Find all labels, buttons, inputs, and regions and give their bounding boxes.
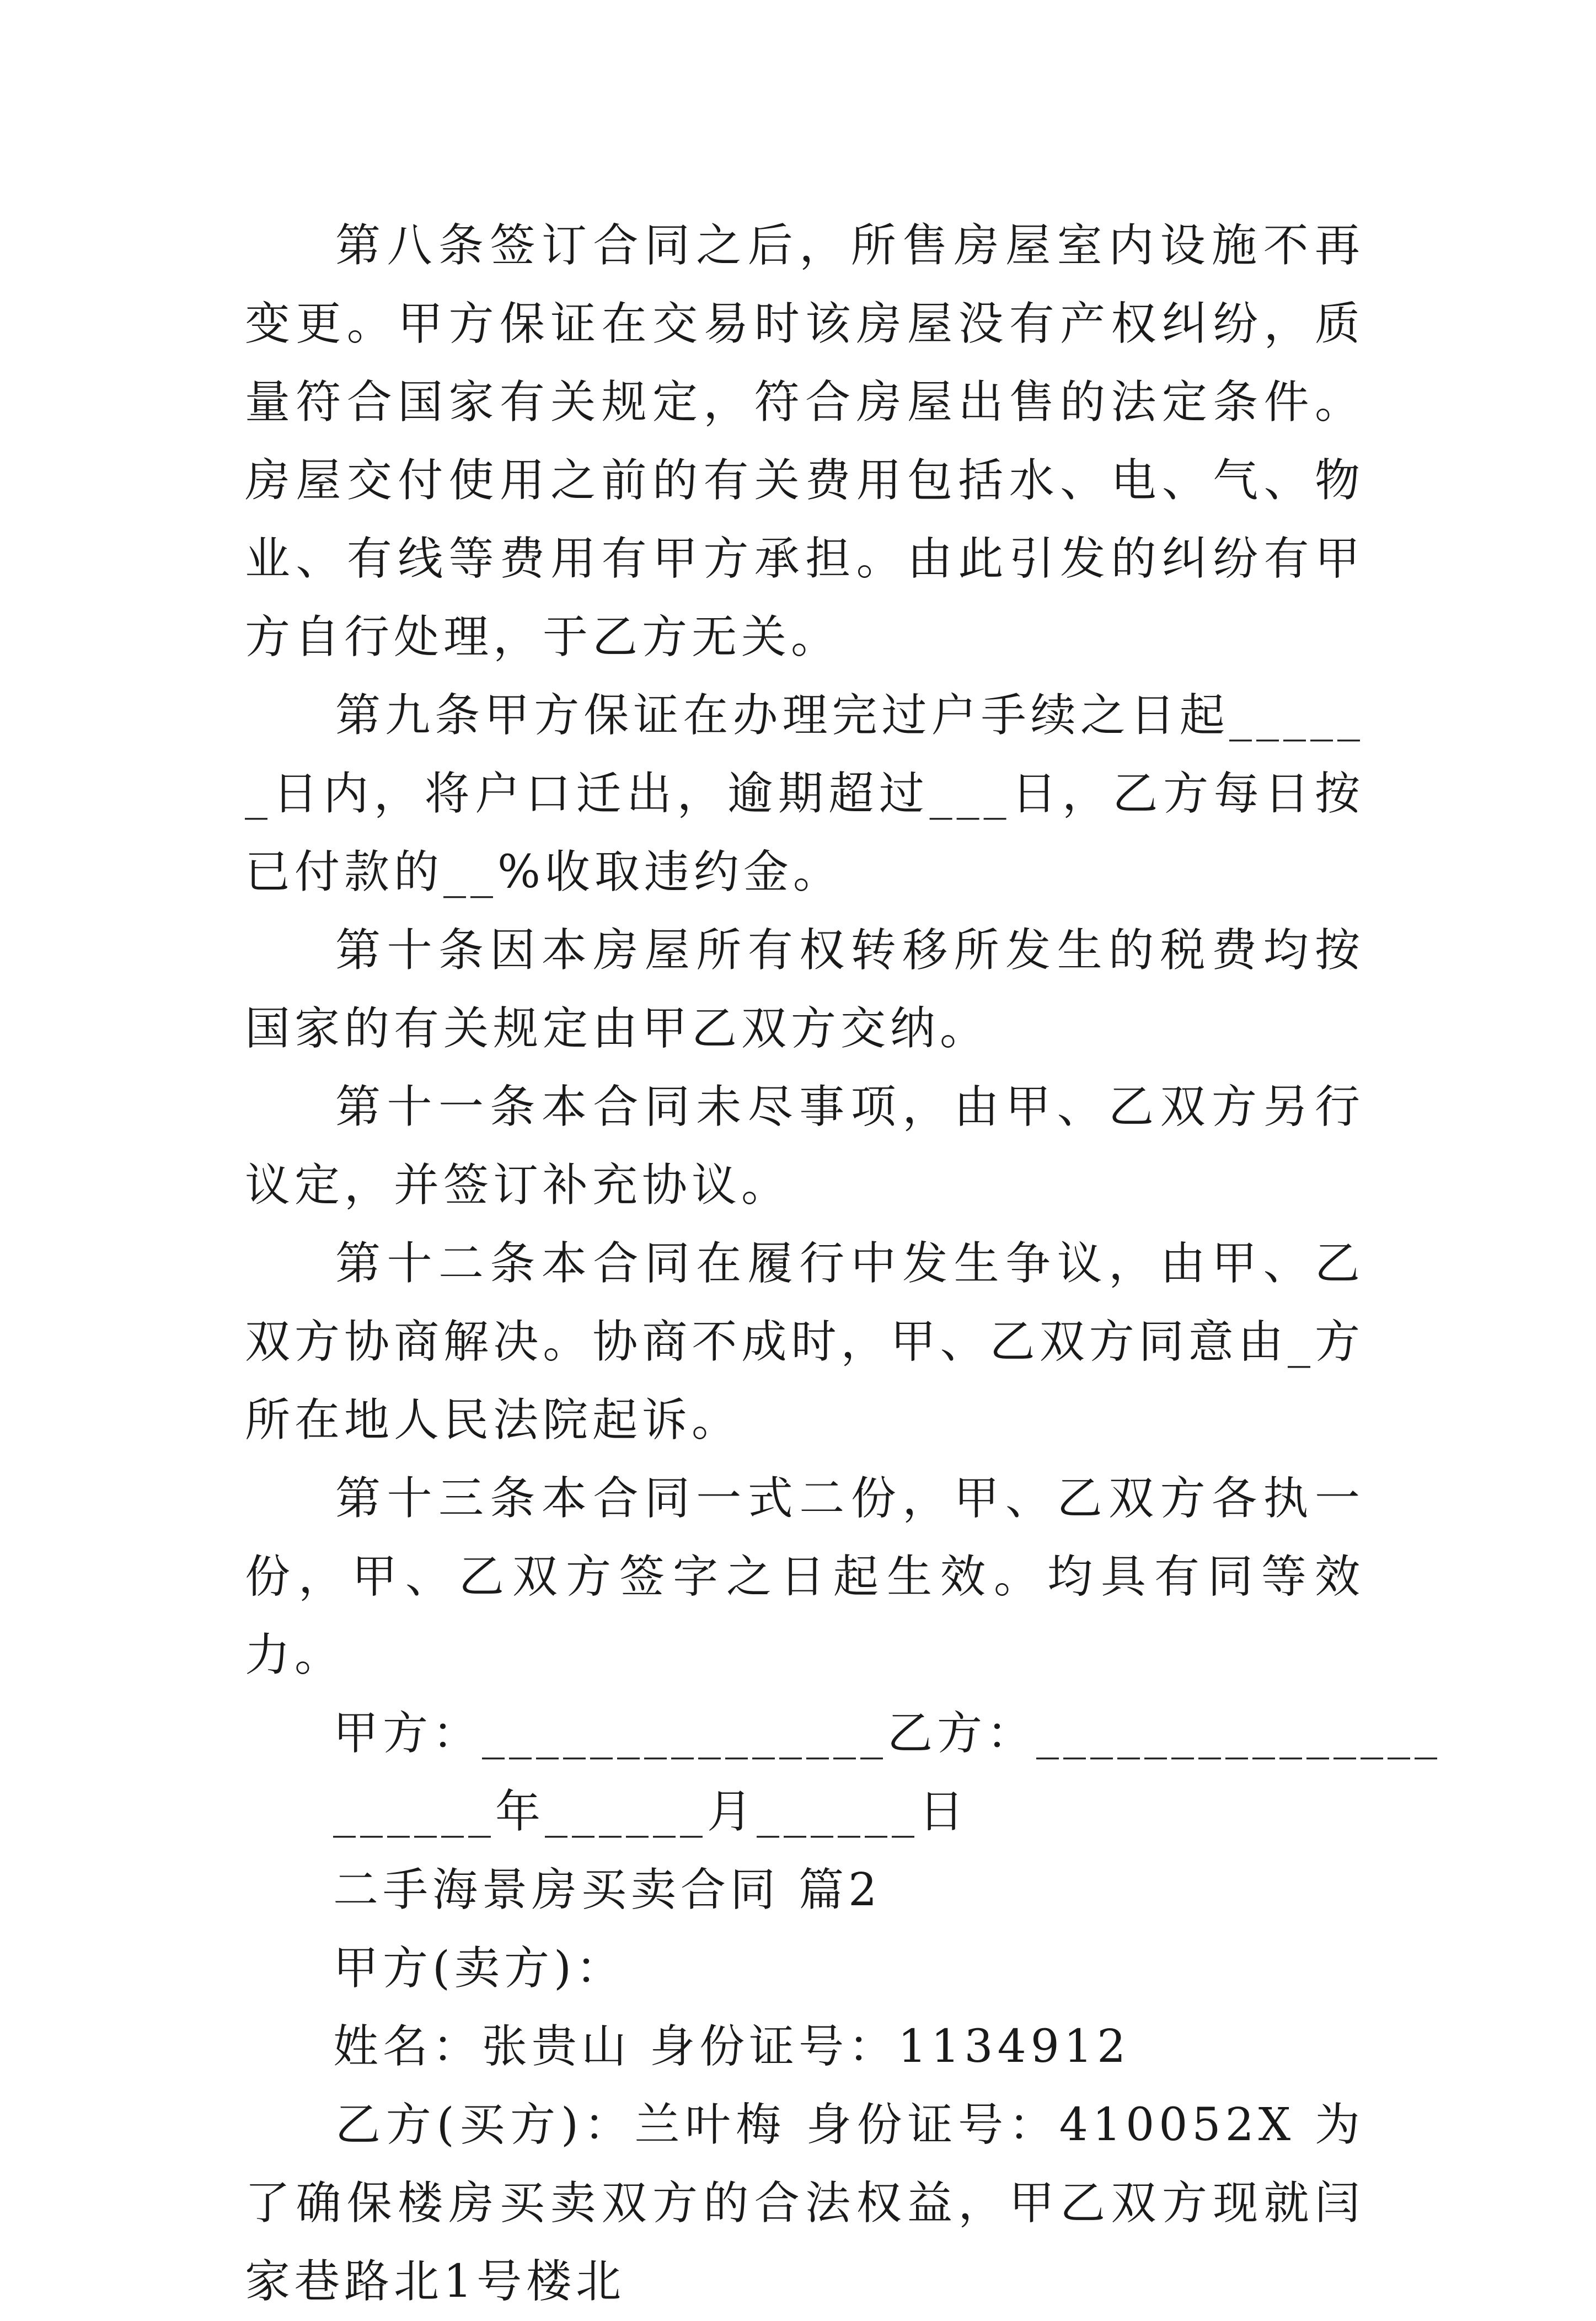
article-12-paragraph: 第十二条本合同在履行中发生争议，由甲、乙双方协商解决。协商不成时，甲、乙双方同意由_方所在地人民法院起诉。 bbox=[245, 1237, 1364, 1446]
article-8-paragraph: 第八条签订合同之后，所售房屋室内设施不再变更。甲方保证在交易时该房屋没有产权纠纷，质量符合国家有关规定，符合房屋出售的法定条件。房屋交付使用之前的有关费用包括水、电、气、物业、有线等费用有甲方承担。由此引发的纠纷有甲方自行处理，于乙方无关。 bbox=[245, 219, 1364, 663]
article-10-paragraph: 第十条因本房屋所有权转移所发生的税费均按国家的有关规定由甲乙双方交纳。 bbox=[245, 924, 1364, 1055]
document-body bbox=[245, 207, 1442, 2321]
article-11-paragraph: 第十一条本合同未尽事项，由甲、乙双方另行议定，并签订补充协议。 bbox=[245, 1081, 1364, 1212]
party-b-paragraph: 乙方(买方)：兰叶梅 身份证号：410052X 为了确保楼房买卖双方的合法权益，甲乙双方现就闫家巷路北1号楼北 bbox=[245, 2099, 1364, 2308]
article-13-paragraph: 第十三条本合同一式二份，甲、乙双方各执一份，甲、乙双方签字之日起生效。均具有同等效力。 bbox=[245, 1472, 1364, 1681]
party-a-label: 甲方(卖方)： bbox=[333, 1942, 625, 1995]
date-line: ______年______月______日 bbox=[333, 1786, 968, 1838]
signature-line: 甲方：_______________乙方：_______________ bbox=[333, 1707, 1442, 1760]
section-title: 二手海景房买卖合同 篇2 bbox=[333, 1864, 882, 1916]
party-a-info: 姓名：张贵山 身份证号：1134912 bbox=[333, 2020, 1131, 2073]
article-9-paragraph: 第九条甲方保证在办理完过户手续之日起______日内，将户口迁出，逾期超过___日，乙方每日按已付款的__%收取违约金。 bbox=[245, 689, 1364, 898]
